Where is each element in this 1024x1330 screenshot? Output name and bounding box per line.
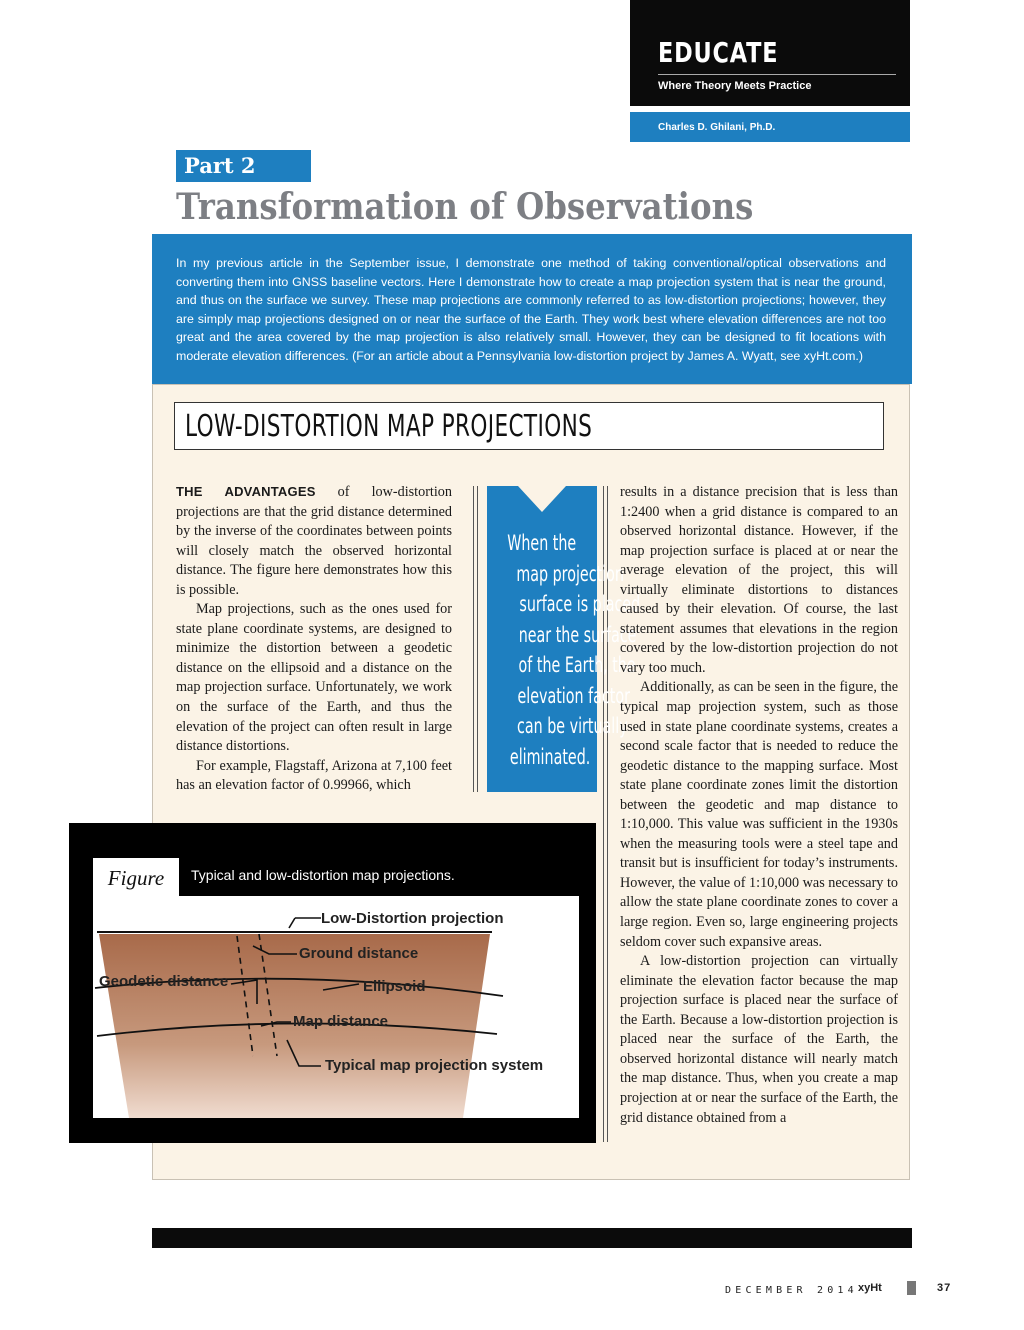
intro-text: In my previous article in the September issue, I demonstrate one method of taking conventional/optical observations and converting them into GNSS baseline vectors. Here I demonstrate how to create a map projection system that is near the ground, and thus on the surface we survey. These map projections are commonly referred to as low-distortion projections; however, they are simply map projections designed on or near the surface of the Earth. They work best where elevation differences are not too great and the area covered by the map projection is also relatively small. However, they can be designed to fit locations with moderate elevation differences. (For an article about a Pennsylvania low-distortion project by James A. Wyatt, see xyHt.com.) xyxy=(176,256,886,363)
paragraph: Additionally, as can be seen in the figure, the typical map projection system, such as those used in state plane coordinate systems, creates a second scale factor that is needed to reduce the geodetic distance to the mapping surface. Most state plane coordinate zones limit the distortion between the geodetic and map distance to 1:10,000. This value was sufficient in the 1930s when the measuring tools were a steel tape and transit but is insufficient for today’s instruments. However, the value of 1:10,000 was necessary to allow the state plane coordinate zones to cover a large region. Even so, large engineering projects seldom cover such expansive areas. xyxy=(620,679,898,950)
part-label: Part 2 xyxy=(176,150,311,182)
section-name: EDUCATE xyxy=(658,36,779,69)
label-ellipsoid: Ellipsoid xyxy=(363,978,426,995)
left-column xyxy=(176,482,452,796)
pull-quote-line: When the xyxy=(507,531,577,555)
paragraph-text: of low-distortion projections are that the grid distance determined by the inverse of the coordinates between points will closely match the observed horizontal distance. The figure here demonstrates how this is possible. xyxy=(176,484,452,598)
section-header xyxy=(630,0,910,106)
author-bar xyxy=(630,112,910,142)
lead-in: THE ADVANTAGES xyxy=(176,484,316,499)
label-low-distortion: Low-Distortion projection xyxy=(321,910,504,927)
label-geodetic-distance: Geodetic distance xyxy=(99,973,229,990)
paragraph: A low-distortion projection can virtually eliminate the elevation factor because the map projection surface is placed near the surface of the Earth. Because a low-distortion projection is placed near the surface of the Earth, the observed horizontal distance will nearly match the map distance. Thus, when you create a map projection at or near the surface of the Earth, the grid distance obtained from a xyxy=(620,953,898,1126)
pull-quote-text xyxy=(491,528,641,772)
figure xyxy=(69,823,596,1143)
section-heading: LOW-DISTORTION MAP PROJECTIONS xyxy=(185,409,593,444)
footer-date: DECEMBER 2014 xyxy=(725,1285,858,1296)
section-tagline: Where Theory Meets Practice xyxy=(658,80,812,92)
pull-quote xyxy=(487,486,641,792)
pull-quote-line: of the Earth, the xyxy=(518,653,636,677)
projection-diagram xyxy=(93,896,579,1118)
column-rule xyxy=(473,486,474,792)
figure-label-box xyxy=(93,858,179,896)
pull-quote-line: can be virtually xyxy=(517,714,628,738)
footer-separator xyxy=(907,1281,916,1295)
footer-magazine: xyHt xyxy=(858,1282,882,1294)
paragraph: results in a distance precision that is less than 1:2400 when a grid distance is compared to an observed horizontal distance. However, if the map projection surface is placed at or near the average elevation of the project, this will virtually eliminate distortions to distances caused by their elevation. Of course, the last statement assumes that elevations in the region covered by the low-distortion projection do not vary too much. xyxy=(620,484,898,676)
right-column xyxy=(620,483,898,1128)
intro-box xyxy=(152,234,912,384)
bottom-bar xyxy=(152,1228,912,1248)
divider xyxy=(658,74,896,75)
label-map-distance: Map distance xyxy=(293,1013,389,1030)
column-rule xyxy=(477,486,478,792)
figure-caption: Typical and low-distortion map projections. xyxy=(191,867,455,883)
label-typical-projection: Typical map projection system xyxy=(325,1057,544,1074)
paragraph: Map projections, such as the ones used for state plane coordinate systems, are designed to minimize the distortion between a geodetic distance on the ellipsoid and a distance on the map projection surface. Unfortunately, we work on the surface of the Earth, and thus the elevation of the project can often result in large distance distortions. xyxy=(176,601,452,755)
pull-quote-line: elevation factor xyxy=(517,683,630,708)
article-title: Transformation of Observations xyxy=(176,186,754,228)
paragraph xyxy=(176,482,452,600)
page-number: 37 xyxy=(937,1282,952,1294)
section-heading-box xyxy=(174,402,884,450)
pull-quote-line: surface is placed xyxy=(519,592,641,616)
leader-line xyxy=(289,918,295,928)
paragraph: For example, Flagstaff, Arizona at 7,100 feet has an elevation factor of 0.99966, which xyxy=(176,757,452,794)
pull-quote-line: eliminated. xyxy=(509,744,591,769)
figure-label: Figure xyxy=(107,866,165,890)
pull-quote-line: map projection xyxy=(516,561,624,586)
quote-notch xyxy=(518,486,566,512)
pull-quote-line: near the surface xyxy=(518,622,637,647)
label-ground-distance: Ground distance xyxy=(299,945,419,962)
author-name: Charles D. Ghilani, Ph.D. xyxy=(658,122,776,133)
figure-diagram xyxy=(93,896,579,1118)
